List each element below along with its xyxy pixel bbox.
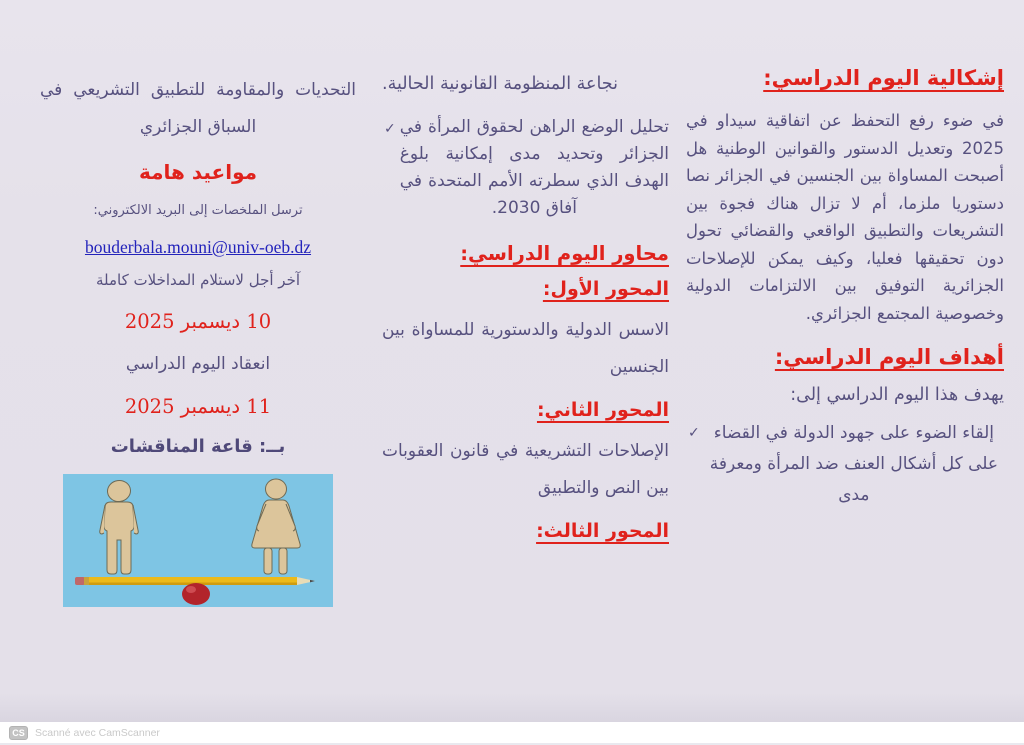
deadline-label: آخر أجل لاستلام المداخلات كاملة bbox=[95, 271, 301, 289]
analysis-list-item bbox=[382, 114, 669, 222]
event-date: 11 ديسمبر 2025 bbox=[124, 395, 272, 418]
scanner-watermark-bar bbox=[0, 722, 1024, 745]
deadline-date: 10 ديسمبر 2025 bbox=[124, 310, 272, 333]
axis-3-label: المحور الثالث: bbox=[536, 520, 669, 542]
goals-heading: أهداف اليوم الدراسي: bbox=[774, 345, 1004, 369]
camscanner-watermark-text: Scanné avec CamScanner bbox=[35, 726, 160, 739]
section-problem-and-goals bbox=[686, 66, 1004, 511]
checkmark-icon: ✓ bbox=[688, 425, 700, 441]
gender-balance-illustration bbox=[63, 474, 333, 607]
axis-2-label: المحور الثاني: bbox=[536, 399, 669, 421]
goal-item-text: إلقاء الضوء على جهود الدولة في القضاء على كل أشكال العنف ضد المرأة ومعرفة مدى bbox=[709, 423, 999, 505]
red-ball-icon bbox=[182, 583, 210, 605]
gender-balance-photo bbox=[63, 474, 333, 607]
axis-1-text: الاسس الدولية والدستورية للمساواة بين الجنسين bbox=[382, 320, 669, 377]
venue-text: بــ: قاعة المناقشات bbox=[110, 436, 286, 457]
axis-2-text: الإصلاحات التشريعية في قانون العقوبات بين النص والتطبيق bbox=[382, 441, 669, 498]
section-dates bbox=[40, 72, 356, 607]
goals-intro: يهدف هذا اليوم الدراسي إلى: bbox=[790, 385, 1004, 405]
section-axes bbox=[382, 68, 669, 542]
email-link[interactable]: bouderbala.mouni@univ-oeb.dz bbox=[84, 237, 312, 257]
analysis-item-text: تحليل الوضع الراهن لحقوق المرأة في الجزائر وتحديد مدى إمكانية بلوغ الهدف الذي سطرته الأمم المتحدة في آفاق 2030. bbox=[399, 117, 669, 218]
problem-paragraph: في ضوء رفع التحفظ عن اتفاقية سيداو في 2025 وتعديل الدستور والقوانين الوطنية هل أصبحت المساواة بين الجنسين في الجزائر نصا دستوريا ملزما، أم لا تزال هناك فجوة بين التشريعات والتطبيق الواقعي والقضائي تحول دون تحقيقها فعليا، وكيف يمكن للإصلاحات الجزائرية التوفيق بين الالتزامات الدولية وخصوصية المجتمع الجزائري. bbox=[686, 111, 1004, 323]
axes-heading: محاور اليوم الدراسي: bbox=[460, 242, 669, 265]
important-dates-heading: مواعيد هامة bbox=[138, 160, 257, 184]
camscanner-logo-icon: CS bbox=[9, 726, 28, 740]
goal-list-item bbox=[686, 418, 1004, 511]
checkmark-icon: ✓ bbox=[384, 121, 396, 137]
problem-heading: إشكالية اليوم الدراسي: bbox=[763, 66, 1004, 90]
event-day-label: انعقاد اليوم الدراسي bbox=[125, 354, 271, 374]
challenges-paragraph: التحديات والمقاومة للتطبيق التشريعي في السباق الجزائري bbox=[40, 80, 356, 137]
axis-1-label: المحور الأول: bbox=[542, 278, 669, 300]
email-instruction: ترسل الملخصات إلى البريد الالكتروني: bbox=[93, 203, 303, 218]
legal-system-item: نجاعة المنظومة القانونية الحالية. bbox=[382, 74, 618, 94]
